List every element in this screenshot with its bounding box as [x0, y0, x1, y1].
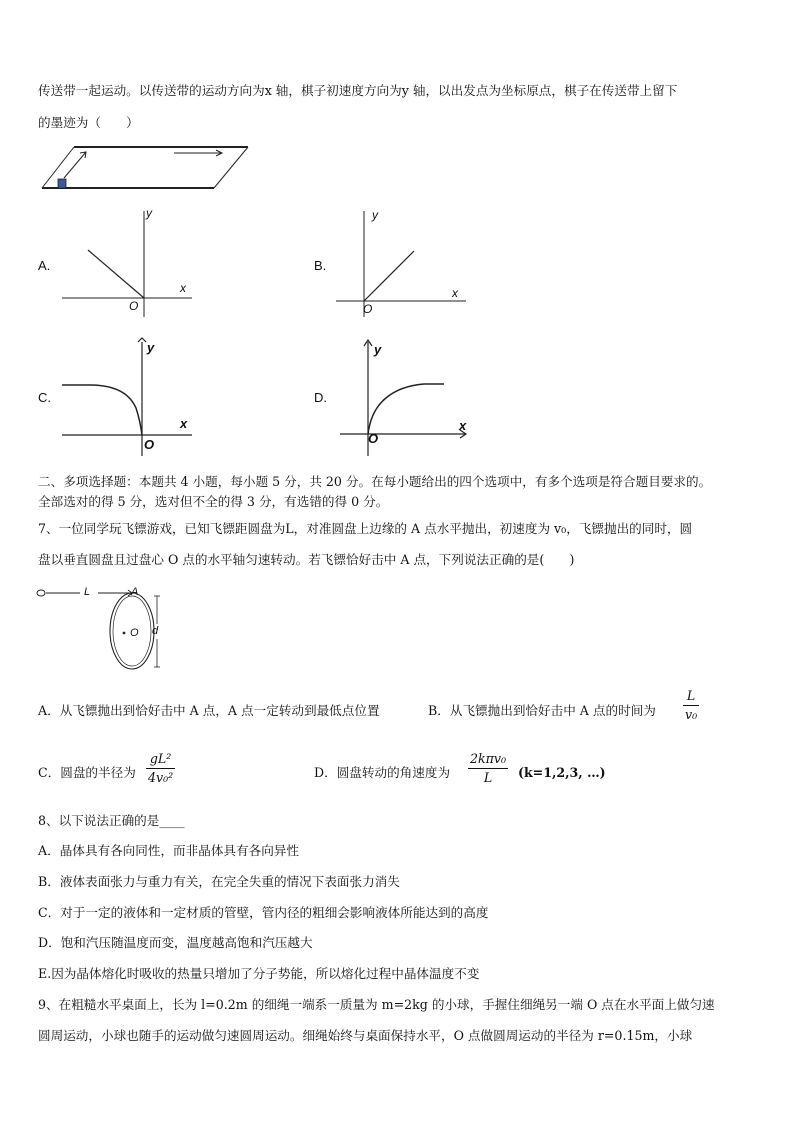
q6-option-d-label: D. [314, 390, 327, 405]
q6-b-y-label: y [372, 208, 378, 222]
q6-c-x-label: x [180, 416, 188, 431]
q7-option-d-tail: (k=1,2,3, …) [518, 765, 606, 780]
q7-c-denominator: 4v₀² [148, 770, 174, 785]
q7-option-b-fraction [683, 687, 699, 724]
q8-option-a: A．晶体具有各向同性，而非晶体具有各向异性 [38, 843, 299, 858]
q6-option-a-label: A. [38, 258, 51, 273]
section2-line-2: 全部选对的得 5 分，选对但不全的得 3 分，有选错的得 0 分。 [38, 494, 389, 509]
q7-dart-disc-figure [36, 584, 166, 674]
q7-option-c-fraction [146, 750, 175, 787]
q6-c-origin-label: O [144, 437, 155, 452]
section2-line-1: 二、多项选择题：本题共 4 小题，每小题 5 分，共 20 分。在每小题给出的四个选项中，有多个选项是符合题目要求的。 [38, 474, 712, 489]
q7-option-b: B．从飞镖抛出到恰好击中 A 点的时间为 [428, 703, 656, 718]
q7-line-1: 7、一位同学玩飞镖游戏，已知飞镖距圆盘为L，对准圆盘上边缘的 A 点水平抛出，初速度为 v₀，飞镖抛出的同时，圆 [38, 521, 693, 536]
q7-fig-O-label: O [130, 627, 139, 639]
q9-line-2: 圆周运动，小球也随手的运动做匀速圆周运动。细绳始终与桌面保持水平，O 点做圆周运动的半径为 r=0.15m，小球 [38, 1028, 693, 1043]
q6-c-y-label: y [147, 340, 155, 355]
q7-fig-d-label: d [152, 625, 159, 637]
q8-option-e: E.因为晶体熔化时吸收的热量只增加了分子势能，所以熔化过程中晶体温度不变 [38, 966, 480, 981]
q7-option-a: A．从飞镖抛出到恰好击中 A 点，A 点一定转动到最低点位置 [38, 703, 380, 718]
q8-stem: 8、以下说法正确的是____ [38, 813, 185, 828]
q6-b-x-label: x [452, 286, 458, 300]
q8-option-c: C．对于一定的液体和一定材质的管壁，管内径的粗细会影响液体所能达到的高度 [38, 905, 489, 920]
q7-b-numerator: L [683, 687, 699, 706]
q6-option-d-graph [338, 338, 478, 458]
q6-d-y-label: y [374, 342, 382, 357]
q6-a-y-label: y [146, 206, 152, 220]
q7-d-numerator: 2kπv₀ [468, 750, 508, 769]
q8-option-b: B．液体表面张力与重力有关，在完全失重的情况下表面张力消失 [38, 874, 400, 889]
q8-option-d: D．饱和汽压随温度而变，温度越高饱和汽压越大 [38, 935, 313, 950]
conveyor-belt-figure [38, 142, 253, 194]
q7-c-numerator: gL² [146, 750, 175, 769]
q7-option-d: D．圆盘转动的角速度为 [314, 765, 451, 780]
q6-a-origin-label: O [129, 299, 139, 313]
q7-option-c: C．圆盘的半径为 [38, 765, 136, 780]
q7-line-2: 盘以垂直圆盘且过盘心 O 点的水平轴匀速转动。若飞镖恰好击中 A 点，下列说法正确的是( ) [38, 552, 575, 567]
q6-option-c-label: C. [38, 390, 51, 405]
q6-a-x-label: x [180, 281, 186, 295]
q6-line-2: 的墨迹为（ ） [38, 115, 139, 130]
q6-d-x-label: x [459, 418, 467, 433]
q6-line-1: 传送带一起运动。以传送带的运动方向为x 轴，棋子初速度方向为y 轴，以出发点为坐标原点，棋子在传送带上留下 [38, 83, 678, 98]
q6-option-b-label: B. [314, 258, 327, 273]
q6-b-origin-label: O [363, 302, 373, 316]
q7-option-d-fraction [468, 750, 508, 787]
q7-d-denominator: L [483, 770, 493, 785]
q6-option-b-graph [334, 205, 474, 320]
q7-fig-A-label: A [131, 586, 139, 598]
q7-fig-L-label: L [84, 586, 91, 598]
q9-line-1: 9、在粗糙水平桌面上，长为 l=0.2m 的细绳一端系一质量为 m=2kg 的小球，手握住细绳另一端 O 点在水平面上做匀速 [38, 997, 715, 1012]
q6-d-origin-label: O [368, 431, 379, 446]
q6-option-c-graph [60, 338, 200, 458]
q7-b-denominator: v₀ [685, 707, 698, 722]
